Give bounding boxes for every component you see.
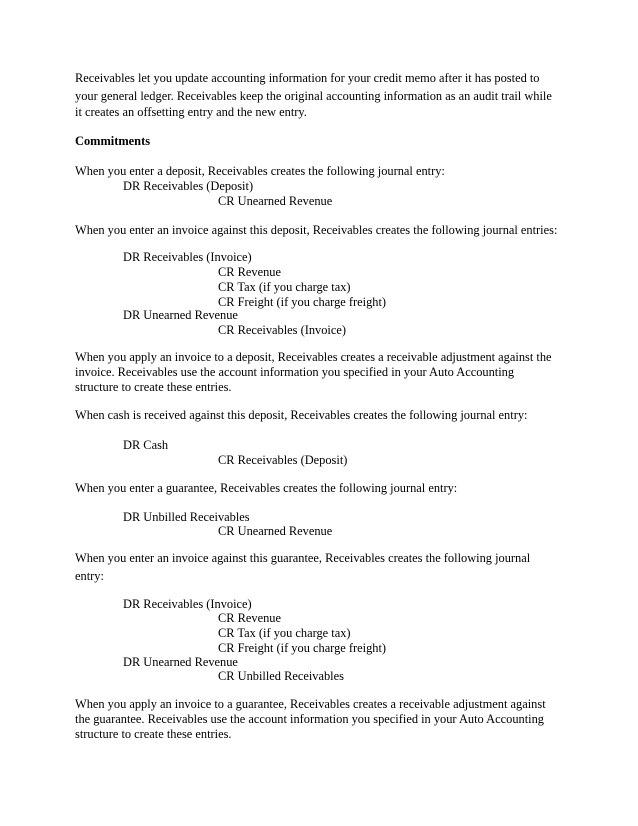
credit-line: CR Unearned Revenue [218,194,333,208]
section-heading: Commitments [75,134,151,148]
cash-entry-intro: When cash is received against this deposit, Receivables creates the following journal entry: [75,408,528,422]
credit-line: CR Tax (if you charge tax) [218,626,351,640]
debit-line: DR Receivables (Invoice) [123,250,252,264]
credit-line: CR Freight (if you charge freight) [218,641,387,655]
deposit-entry-intro: When you enter a deposit, Receivables creates the following journal entry: [75,164,445,178]
apply-guarantee-paragraph-line: When you apply an invoice to a guarantee, Receivables creates a receivable adjustment against [75,697,546,711]
guarantee-invoice-intro: When you enter an invoice against this guarantee, Receivables creates the following journal [75,551,531,565]
credit-line: CR Freight (if you charge freight) [218,295,387,309]
apply-deposit-paragraph-line: invoice. Receivables use the account information you specified in your Auto Accounting [75,365,515,379]
apply-guarantee-paragraph-line: the guarantee. Receivables use the account information you specified in your Auto Accounting [75,712,544,726]
intro-paragraph-line: your general ledger. Receivables keep the original accounting information as an audit trail while [75,89,552,103]
credit-line: CR Unbilled Receivables [218,669,344,683]
debit-line: DR Cash [123,438,169,452]
apply-deposit-paragraph-line: When you apply an invoice to a deposit, Receivables creates a receivable adjustment against the [75,350,552,364]
apply-guarantee-paragraph-line: structure to create these entries. [75,727,232,741]
guarantee-invoice-intro: entry: [75,569,104,583]
debit-line: DR Unbilled Receivables [123,510,250,524]
intro-paragraph-line: Receivables let you update accounting information for your credit memo after it has posted to [75,71,540,85]
guarantee-entry-intro: When you enter a guarantee, Receivables creates the following journal entry: [75,481,458,495]
credit-line: CR Unearned Revenue [218,524,333,538]
intro-paragraph-line: it creates an offsetting entry and the new entry. [75,105,307,119]
credit-line: CR Receivables (Invoice) [218,323,346,337]
apply-deposit-paragraph-line: structure to create these entries. [75,380,232,394]
deposit-invoice-intro: When you enter an invoice against this deposit, Receivables creates the following journal entries: [75,223,558,237]
credit-line: CR Revenue [218,611,281,625]
credit-line: CR Tax (if you charge tax) [218,280,351,294]
debit-line: DR Unearned Revenue [123,308,238,322]
credit-line: CR Revenue [218,265,281,279]
debit-line: DR Receivables (Invoice) [123,597,252,611]
debit-line: DR Receivables (Deposit) [123,179,254,193]
credit-line: CR Receivables (Deposit) [218,453,348,467]
debit-line: DR Unearned Revenue [123,655,238,669]
